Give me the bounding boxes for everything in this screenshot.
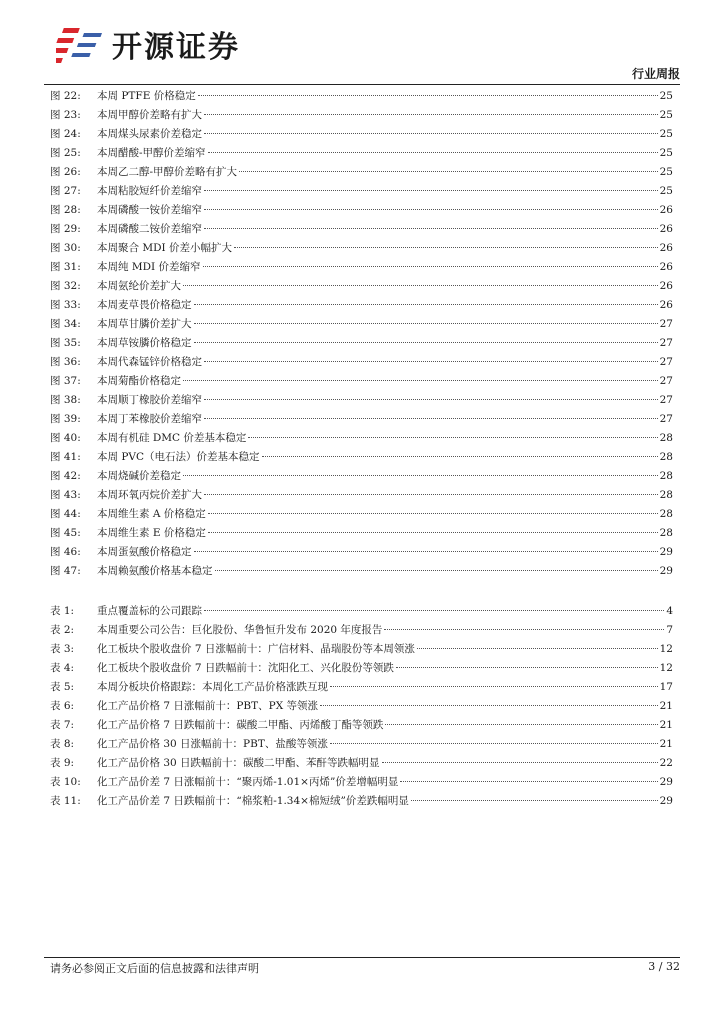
entry-number: 图 29: [50, 223, 81, 235]
entry-title: 本周有机硅 DMC 价差基本稳定 [97, 432, 247, 444]
entry-page: 27 [659, 375, 673, 387]
entry-title: 本周顺丁橡胶价差缩窄 [97, 394, 202, 406]
figure-toc-entry[interactable] [50, 506, 673, 525]
dot-leader [194, 551, 658, 552]
entry-number: 图 43: [50, 489, 81, 501]
entry-number: 表 8: [50, 738, 75, 750]
entry-page: 22 [659, 757, 673, 769]
entry-title: 本周粘胶短纤价差缩窄 [97, 185, 202, 197]
entry-title: 本周蛋氨酸价格稳定 [97, 546, 192, 558]
entry-title: 重点覆盖标的公司跟踪 [97, 605, 202, 617]
entry-number: 图 30: [50, 242, 81, 254]
entry-page: 28 [659, 508, 673, 520]
figure-toc-entry[interactable] [50, 259, 673, 278]
entry-page: 21 [659, 700, 673, 712]
dot-leader [215, 570, 658, 571]
entry-page: 26 [659, 242, 673, 254]
entry-number: 表 5: [50, 681, 75, 693]
entry-title: 本周醋酸-甲醇价差缩窄 [97, 147, 206, 159]
dot-leader [320, 705, 658, 706]
entry-number: 图 44: [50, 508, 81, 520]
entry-page: 29 [659, 795, 673, 807]
entry-number: 图 36: [50, 356, 81, 368]
entry-page: 26 [659, 280, 673, 292]
entry-title: 本周 PTFE 价格稳定 [97, 90, 196, 102]
entry-title: 化工板块个股收盘价 7 日跌幅前十：沈阳化工、兴化股份等领跌 [97, 662, 394, 674]
entry-page: 28 [659, 451, 673, 463]
entry-number: 表 1: [50, 605, 75, 617]
entry-title: 化工产品价格 30 日跌幅前十：碳酸二甲酯、苯酐等跌幅明显 [97, 757, 380, 769]
entry-number: 图 31: [50, 261, 81, 273]
entry-number: 图 33: [50, 299, 81, 311]
entry-number: 图 42: [50, 470, 81, 482]
dot-leader [204, 228, 658, 229]
entry-page: 29 [659, 546, 673, 558]
entry-title: 本周磷酸一铵价差缩窄 [97, 204, 202, 216]
dot-leader [417, 648, 658, 649]
entry-page: 28 [659, 489, 673, 501]
figure-toc-entry[interactable] [50, 221, 673, 240]
entry-number: 图 24: [50, 128, 81, 140]
entry-number: 图 37: [50, 375, 81, 387]
dot-leader [330, 743, 658, 744]
figure-toc-entry[interactable] [50, 335, 673, 354]
dot-leader [204, 190, 658, 191]
dot-leader [204, 610, 664, 611]
figure-toc-entry[interactable] [50, 297, 673, 316]
entry-page: 7 [666, 624, 673, 636]
figure-toc-entry[interactable] [50, 468, 673, 487]
entry-page: 27 [659, 356, 673, 368]
dot-leader [204, 114, 658, 115]
table-toc-entry[interactable] [50, 736, 673, 755]
entry-page: 28 [659, 527, 673, 539]
entry-title: 本周烧碱价差稳定 [97, 470, 181, 482]
entry-page: 25 [659, 90, 673, 102]
figure-list [50, 88, 673, 582]
brand-logo [56, 22, 240, 66]
figure-toc-entry[interactable] [50, 107, 673, 126]
entry-title: 化工产品价格 7 日跌幅前十：碳酸二甲酯、丙烯酸丁酯等领跌 [97, 719, 384, 731]
entry-number: 图 38: [50, 394, 81, 406]
entry-page: 25 [659, 166, 673, 178]
dot-leader [203, 266, 658, 267]
entry-title: 化工产品价差 7 日跌幅前十：“棉浆粕-1.34×棉短绒”价差跌幅明显 [97, 795, 409, 807]
dot-leader [208, 532, 658, 533]
dot-leader [208, 152, 658, 153]
figure-toc-entry[interactable] [50, 126, 673, 145]
entry-number: 表 4: [50, 662, 75, 674]
dot-leader [204, 494, 658, 495]
figure-toc-entry[interactable] [50, 354, 673, 373]
dot-leader [194, 342, 658, 343]
table-toc-entry[interactable] [50, 679, 673, 698]
table-toc-entry[interactable] [50, 774, 673, 793]
entry-title: 本周维生素 E 价格稳定 [97, 527, 206, 539]
figure-toc-entry[interactable] [50, 278, 673, 297]
entry-title: 本周分板块价格跟踪：本周化工产品价格涨跌互现 [97, 681, 328, 693]
dot-leader [204, 133, 658, 134]
page-number: 3 / 32 [648, 960, 680, 973]
table-toc-entry[interactable] [50, 698, 673, 717]
figure-toc-entry[interactable] [50, 430, 673, 449]
entry-title: 本周丁苯橡胶价差缩窄 [97, 413, 202, 425]
entry-number: 表 10: [50, 776, 81, 788]
entry-page: 26 [659, 204, 673, 216]
entry-page: 28 [659, 470, 673, 482]
dot-leader [382, 762, 658, 763]
figure-toc-entry[interactable] [50, 373, 673, 392]
entry-title: 本周重要公司公告：巨化股份、华鲁恒升发布 2020 年度报告 [97, 624, 383, 636]
entry-title: 本周甲醇价差略有扩大 [97, 109, 202, 121]
entry-title: 化工板块个股收盘价 7 日涨幅前十：广信材料、晶瑞股份等本周领涨 [97, 643, 415, 655]
entry-page: 21 [659, 738, 673, 750]
entry-number: 图 25: [50, 147, 81, 159]
entry-page: 26 [659, 223, 673, 235]
entry-title: 本周麦草畏价格稳定 [97, 299, 192, 311]
dot-leader [400, 781, 657, 782]
table-toc-entry[interactable] [50, 622, 673, 641]
dot-leader [183, 285, 658, 286]
entry-title: 本周菊酯价格稳定 [97, 375, 181, 387]
entry-number: 图 23: [50, 109, 81, 121]
figure-toc-entry[interactable] [50, 202, 673, 221]
entry-number: 表 7: [50, 719, 75, 731]
entry-title: 本周磷酸二铵价差缩窄 [97, 223, 202, 235]
entry-page: 17 [659, 681, 673, 693]
table-toc-entry[interactable] [50, 793, 673, 812]
dot-leader [194, 304, 658, 305]
entry-page: 4 [666, 605, 673, 617]
entry-title: 化工产品价格 7 日涨幅前十：PBT、PX 等领涨 [97, 700, 319, 712]
entry-title: 本周纯 MDI 价差缩窄 [97, 261, 201, 273]
dot-leader [204, 418, 658, 419]
dot-leader [204, 361, 658, 362]
entry-page: 27 [659, 318, 673, 330]
entry-page: 25 [659, 185, 673, 197]
figure-toc-entry[interactable] [50, 563, 673, 582]
entry-title: 本周煤头尿素价差稳定 [97, 128, 202, 140]
footer-divider [44, 957, 680, 958]
header-divider [44, 84, 680, 85]
dot-leader [411, 800, 658, 801]
entry-page: 29 [659, 565, 673, 577]
dot-leader [330, 686, 658, 687]
entry-title: 本周赖氨酸价格基本稳定 [97, 565, 213, 577]
entry-title: 本周聚合 MDI 价差小幅扩大 [97, 242, 232, 254]
entry-page: 21 [659, 719, 673, 731]
entry-number: 图 32: [50, 280, 81, 292]
entry-title: 本周乙二醇-甲醇价差略有扩大 [97, 166, 238, 178]
dot-leader [396, 667, 658, 668]
dot-leader [198, 95, 658, 96]
dot-leader [234, 247, 658, 248]
table-toc-entry[interactable] [50, 717, 673, 736]
dot-leader [204, 209, 658, 210]
entry-page: 26 [659, 261, 673, 273]
dot-leader [239, 171, 658, 172]
dot-leader [208, 513, 658, 514]
entry-number: 图 46: [50, 546, 81, 558]
entry-number: 图 26: [50, 166, 81, 178]
figure-toc-entry[interactable] [50, 240, 673, 259]
entry-number: 图 34: [50, 318, 81, 330]
figure-toc-entry[interactable] [50, 183, 673, 202]
entry-page: 27 [659, 337, 673, 349]
table-list [50, 603, 673, 812]
report-type-tag: 行业周报 [631, 67, 680, 81]
entry-title: 本周 PVC（电石法）价差基本稳定 [97, 451, 260, 463]
brand-logo-icon [56, 22, 108, 66]
dot-leader [183, 380, 658, 381]
entry-title: 本周维生素 A 价格稳定 [97, 508, 206, 520]
dot-leader [183, 475, 658, 476]
entry-page: 25 [659, 128, 673, 140]
figure-toc-entry[interactable] [50, 411, 673, 430]
table-toc-entry[interactable] [50, 603, 673, 622]
dot-leader [384, 629, 664, 630]
table-toc-entry[interactable] [50, 660, 673, 679]
entry-page: 28 [659, 432, 673, 444]
dot-leader [262, 456, 658, 457]
brand-name: 开源证券 [112, 30, 240, 65]
entry-page: 25 [659, 147, 673, 159]
entry-number: 表 3: [50, 643, 75, 655]
entry-page: 26 [659, 299, 673, 311]
figure-toc-entry[interactable] [50, 88, 673, 107]
entry-page: 27 [659, 413, 673, 425]
entry-title: 本周草铵膦价格稳定 [97, 337, 192, 349]
entry-number: 表 9: [50, 757, 75, 769]
entry-number: 图 39: [50, 413, 81, 425]
dot-leader [194, 323, 658, 324]
entry-title: 本周代森锰锌价格稳定 [97, 356, 202, 368]
entry-number: 图 45: [50, 527, 81, 539]
entry-number: 表 6: [50, 700, 75, 712]
entry-number: 图 35: [50, 337, 81, 349]
footer-disclaimer: 请务必参阅正文后面的信息披露和法律声明 [50, 962, 259, 975]
entry-number: 图 47: [50, 565, 81, 577]
entry-number: 图 22: [50, 90, 81, 102]
entry-page: 12 [659, 662, 673, 674]
figure-toc-entry[interactable] [50, 544, 673, 563]
entry-page: 25 [659, 109, 673, 121]
figure-toc-entry[interactable] [50, 145, 673, 164]
dot-leader [385, 724, 657, 725]
table-toc-entry[interactable] [50, 755, 673, 774]
table-toc-entry[interactable] [50, 641, 673, 660]
figure-toc-entry[interactable] [50, 525, 673, 544]
entry-number: 表 2: [50, 624, 75, 636]
figure-toc-entry[interactable] [50, 316, 673, 335]
entry-title: 化工产品价格 30 日涨幅前十：PBT、盐酸等领涨 [97, 738, 328, 750]
entry-title: 化工产品价差 7 日涨幅前十：“聚丙烯-1.01×丙烯”价差增幅明显 [97, 776, 399, 788]
figure-toc-entry[interactable] [50, 392, 673, 411]
entry-page: 29 [659, 776, 673, 788]
entry-title: 本周氨纶价差扩大 [97, 280, 181, 292]
figure-toc-entry[interactable] [50, 164, 673, 183]
entry-number: 图 41: [50, 451, 81, 463]
entry-title: 本周环氧丙烷价差扩大 [97, 489, 202, 501]
entry-title: 本周草甘膦价差扩大 [97, 318, 192, 330]
figure-toc-entry[interactable] [50, 449, 673, 468]
entry-number: 图 40: [50, 432, 81, 444]
entry-page: 27 [659, 394, 673, 406]
dot-leader [204, 399, 658, 400]
figure-toc-entry[interactable] [50, 487, 673, 506]
entry-number: 图 28: [50, 204, 81, 216]
dot-leader [248, 437, 657, 438]
entry-number: 图 27: [50, 185, 81, 197]
entry-page: 12 [659, 643, 673, 655]
entry-number: 表 11: [50, 795, 81, 807]
